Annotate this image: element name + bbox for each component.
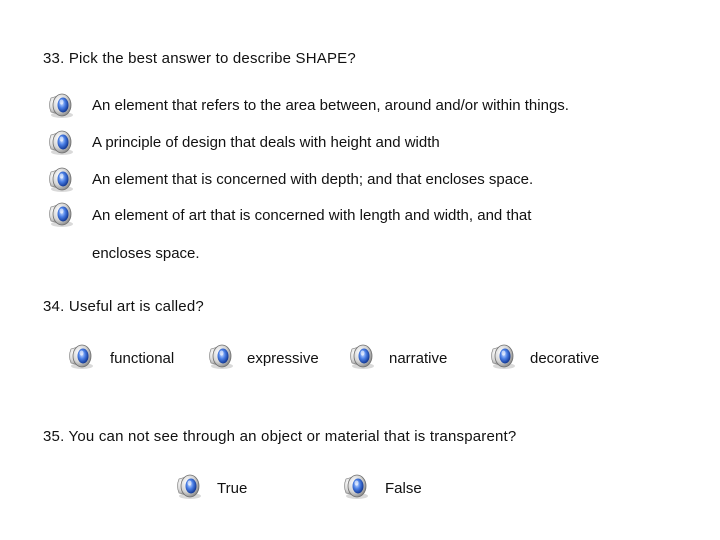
q34-option-decorative[interactable]: decorative bbox=[530, 350, 600, 367]
q33-option-3[interactable]: An element that is concerned with depth; and that encloses space. bbox=[92, 171, 534, 188]
speaker-icon[interactable] bbox=[173, 470, 205, 502]
speaker-icon[interactable] bbox=[45, 89, 77, 121]
speaker-icon[interactable] bbox=[45, 198, 77, 230]
q33-option-4-continued[interactable]: encloses space. bbox=[92, 245, 200, 262]
q34-option-functional[interactable]: functional bbox=[110, 350, 175, 367]
speaker-icon[interactable] bbox=[340, 470, 372, 502]
q33-option-1[interactable]: An element that refers to the area between, around and/or within things. bbox=[92, 97, 569, 114]
speaker-icon[interactable] bbox=[65, 340, 97, 372]
speaker-icon[interactable] bbox=[45, 163, 77, 195]
speaker-icon[interactable] bbox=[205, 340, 237, 372]
speaker-icon[interactable] bbox=[45, 126, 77, 158]
speaker-icon[interactable] bbox=[346, 340, 378, 372]
speaker-icon[interactable] bbox=[487, 340, 519, 372]
q34-option-narrative[interactable]: narrative bbox=[389, 350, 448, 367]
q34-option-expressive[interactable]: expressive bbox=[247, 350, 319, 367]
q35-option-true[interactable]: True bbox=[217, 480, 248, 497]
question-33: 33. Pick the best answer to describe SHAPE? bbox=[43, 50, 356, 67]
question-34: 34. Useful art is called? bbox=[43, 298, 204, 315]
q33-option-4[interactable]: An element of art that is concerned with length and width, and that bbox=[92, 207, 532, 224]
q35-option-false[interactable]: False bbox=[385, 480, 422, 497]
q33-option-2[interactable]: A principle of design that deals with height and width bbox=[92, 134, 440, 151]
question-35: 35. You can not see through an object or material that is transparent? bbox=[43, 428, 517, 445]
